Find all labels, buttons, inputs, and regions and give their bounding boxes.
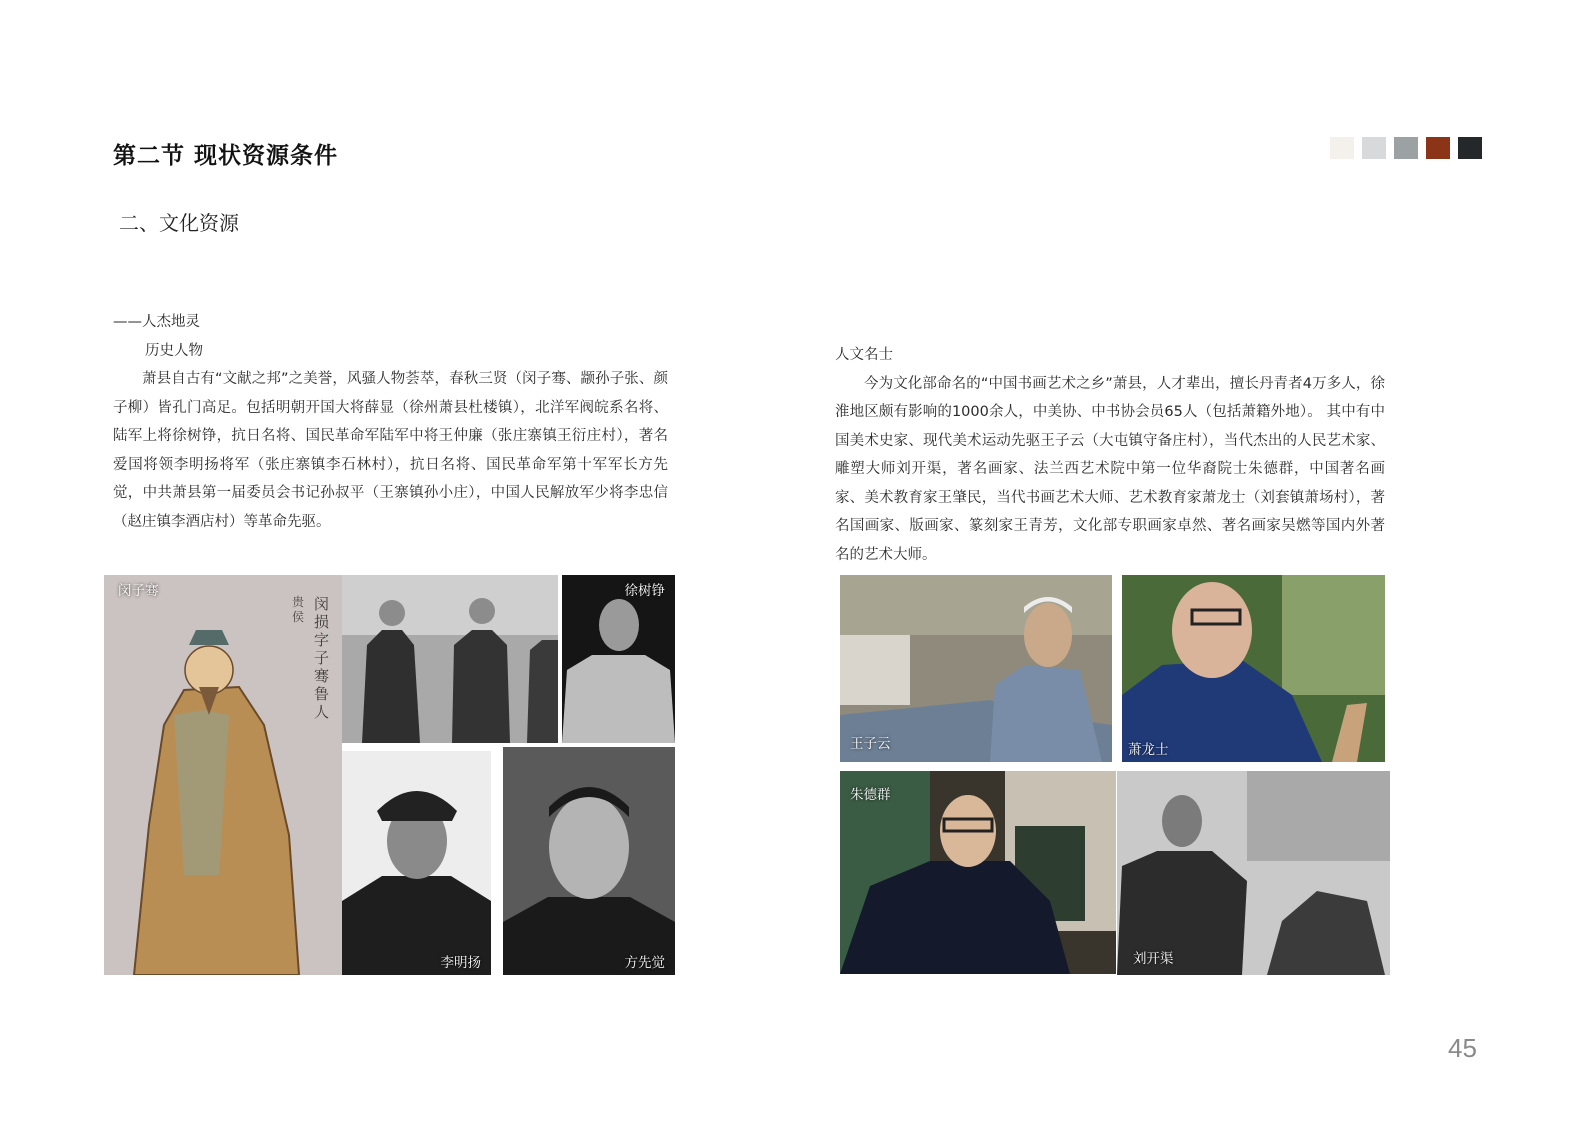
photo-generals-group [342, 575, 558, 743]
left-paragraph: 萧县自古有“文献之邦”之美誉，风骚人物荟萃，春秋三贤（闵子骞、颛孙子张、颜子柳）皆孔门高足。包括明朝开国大将薛显（徐州萧县杜楼镇），北洋军阀皖系名将、陆军上将徐树铮，抗日名将、国民革命军陆军中将王仲廉（张庄寨镇王衍庄村），著名爱国将领李明扬将军（张庄寨镇李石林村），抗日名将、国民革命军第十军军长方先觉，中共萧县第一届委员会书记孙叔平（王寨镇孙小庄），中国人民解放军少将李忠信（赵庄镇李酒店村）等革命先驱。 [113, 371, 668, 530]
photo-fang-xianjue [503, 747, 675, 975]
subsection-title: 二、文化资源 [119, 211, 239, 235]
caption-xu-shuzheng: 徐树铮 [624, 583, 665, 599]
photo-min-ziqian [104, 575, 342, 975]
caption-min-ziqian: 闵子骞 [118, 583, 159, 599]
historical-figures-section [113, 308, 668, 536]
palette-swatch-4 [1426, 137, 1450, 159]
section-title: 第二节 现状资源条件 [113, 143, 339, 169]
inscription-min-ziqian: 闵损字子骞鲁人 [314, 595, 330, 721]
caption-zhu-dequn: 朱德群 [850, 787, 891, 803]
caption-wang-ziyun: 王子云 [850, 736, 891, 752]
left-heading: ——人杰地灵 [113, 314, 200, 330]
caption-li-mingyang: 李明扬 [440, 955, 481, 971]
caption-liu-kaiqu: 刘开渠 [1133, 951, 1174, 967]
palette-swatch-2 [1362, 137, 1386, 159]
li-mingyang-graphic [342, 751, 491, 975]
photo-xiao-longshi [1122, 575, 1385, 762]
xiao-longshi-graphic [1122, 575, 1385, 762]
min-ziqian-painting-graphic [104, 575, 342, 975]
photo-zhu-dequn [840, 771, 1116, 974]
palette-swatch-5 [1458, 137, 1482, 159]
caption-xiao-longshi: 萧龙士 [1128, 742, 1169, 758]
photo-liu-kaiqu [1117, 771, 1390, 975]
cultural-figures-section [835, 341, 1385, 569]
liu-kaiqu-graphic [1117, 771, 1390, 975]
photo-wang-ziyun [840, 575, 1112, 762]
photo-li-mingyang [342, 751, 491, 975]
page-number: 45 [1448, 1033, 1477, 1063]
inscription-side-min-ziqian: 贵侯 [292, 595, 305, 624]
color-palette [1330, 137, 1482, 159]
palette-swatch-1 [1330, 137, 1354, 159]
fang-xianjue-graphic [503, 747, 675, 975]
right-paragraph: 今为文化部命名的“中国书画艺术之乡”萧县，人才辈出，擅长丹青者4万多人，徐淮地区颇有影响的1000余人，中美协、中书协会员65人（包括萧籍外地）。 其中有中国美术史家、现代美术运动先驱王子云（大屯镇守备庄村），当代杰出的人民艺术家、雕塑大师刘开渠，著名画家、法兰西艺术院中第一位华裔院士朱德群，中国著名画家、美术教育家王肇民，当代书画艺术大师、艺术教育家萧龙士（刘套镇萧场村），著名国画家、版画家、篆刻家王青芳，文化部专职画家卓然、著名画家吴燃等国内外著名的艺术大师。 [835, 375, 1385, 563]
generals-group-graphic [342, 575, 558, 743]
xu-shuzheng-graphic [562, 575, 675, 743]
left-subheading: 历史人物 [145, 342, 203, 359]
palette-swatch-3 [1394, 137, 1418, 159]
photo-xu-shuzheng [562, 575, 675, 743]
caption-fang-xianjue: 方先觉 [624, 955, 665, 971]
right-heading: 人文名士 [835, 347, 893, 363]
